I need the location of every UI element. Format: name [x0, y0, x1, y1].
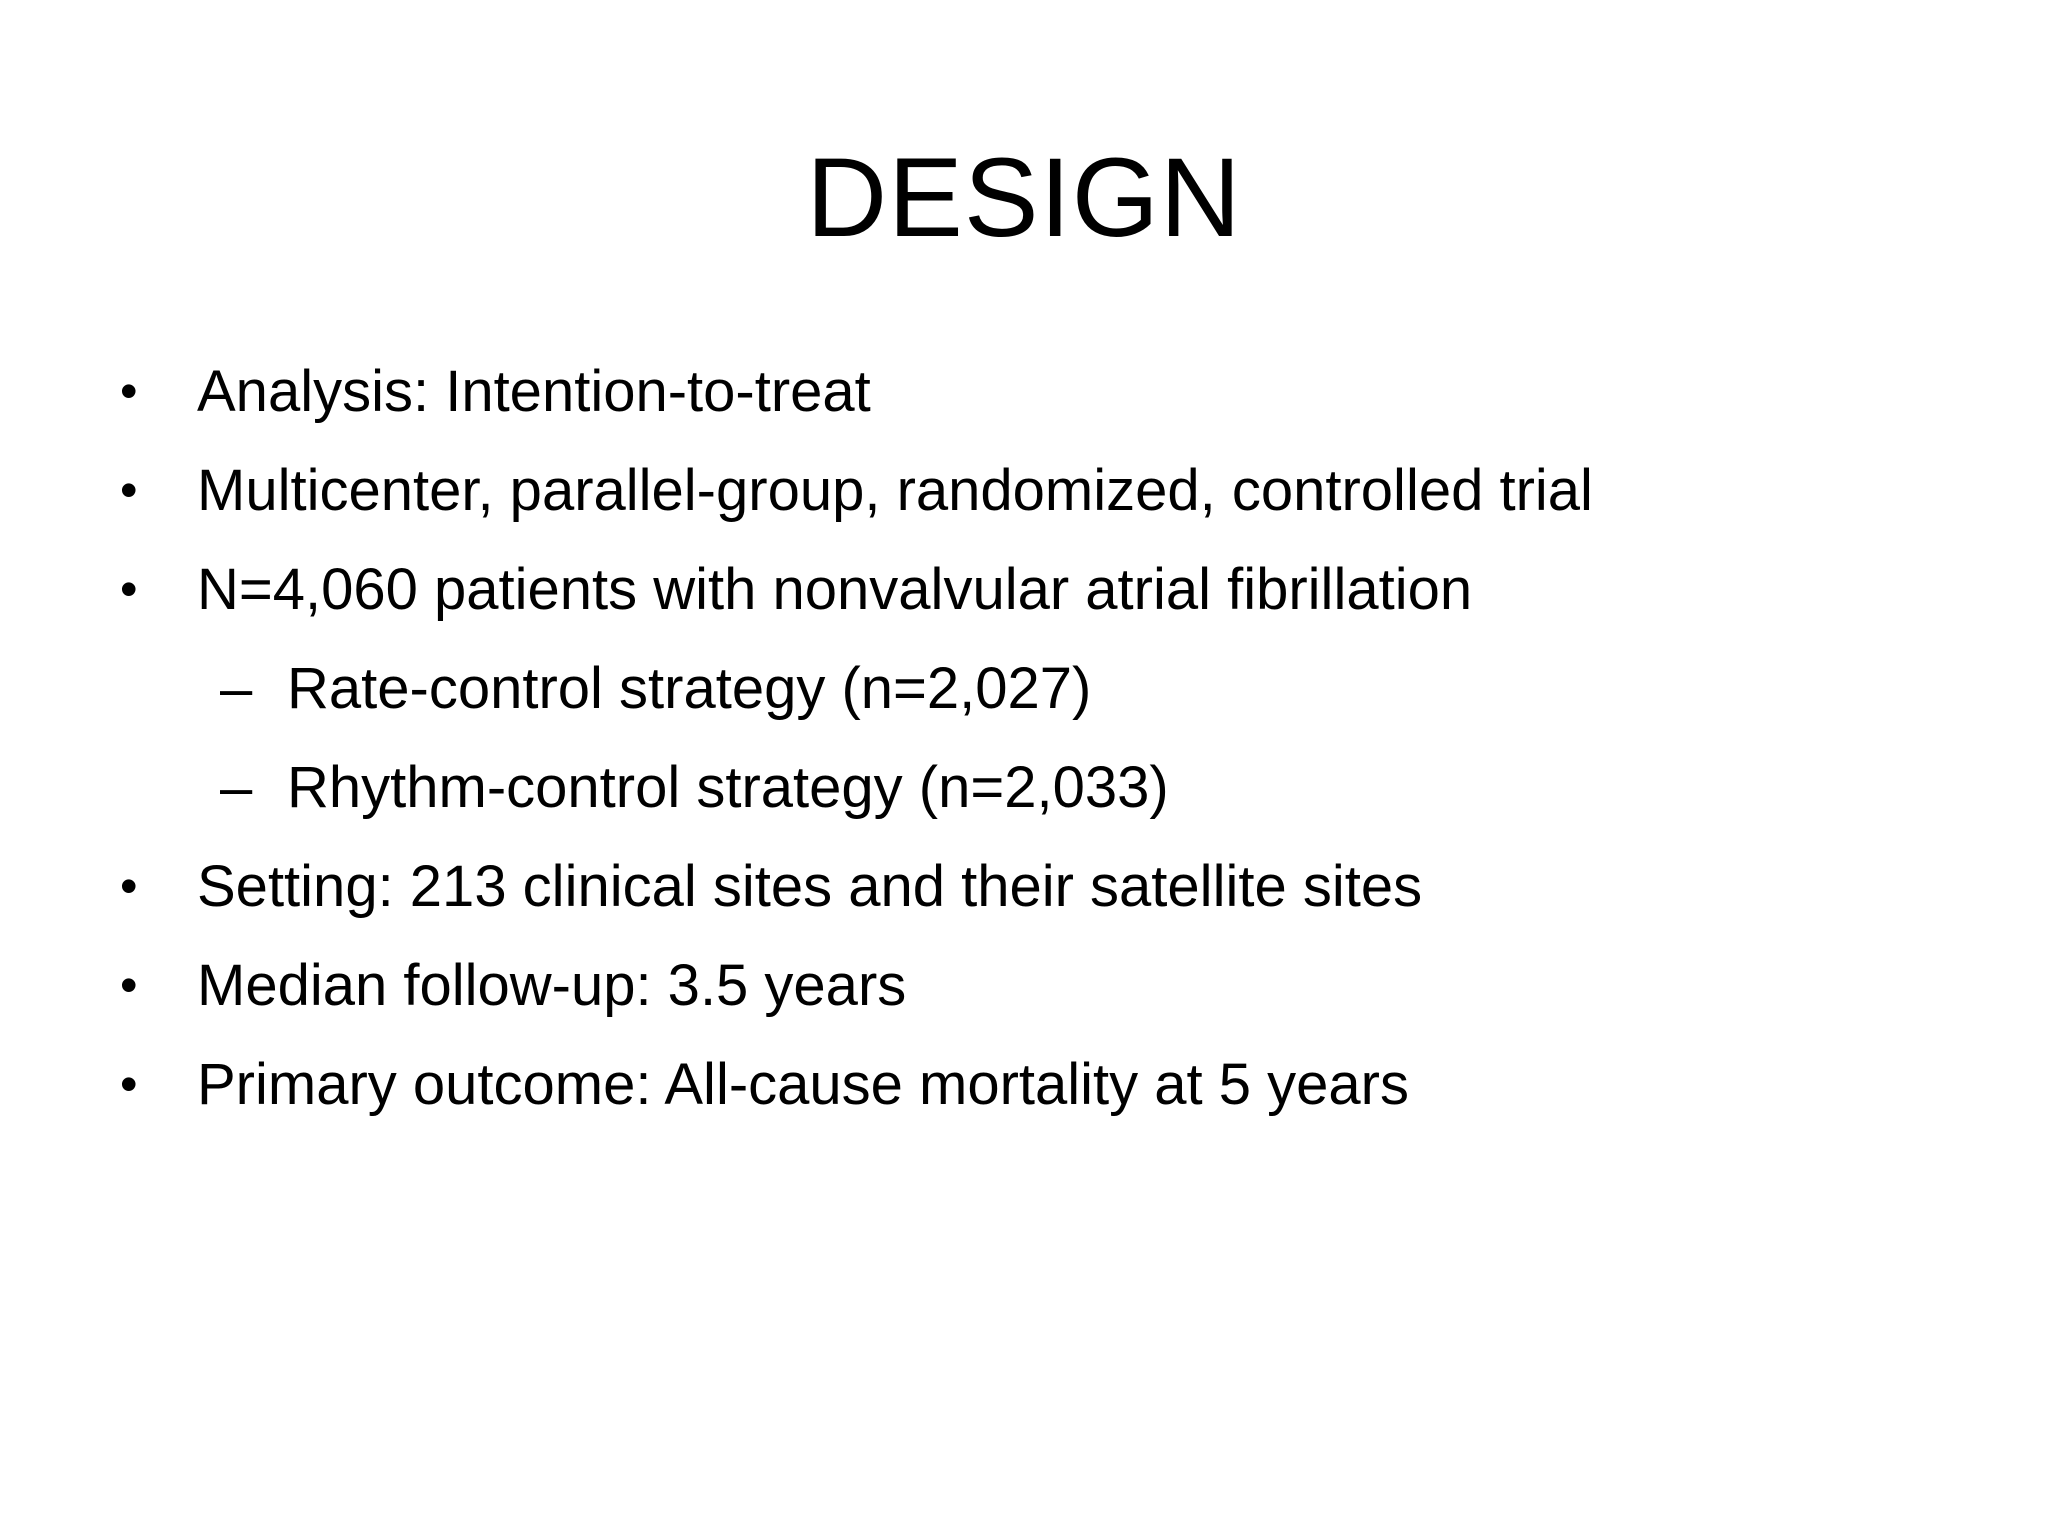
sub-bullet-marker: –	[220, 656, 253, 721]
sub-bullet-marker: –	[220, 755, 253, 820]
bullet-marker: •	[120, 957, 138, 1013]
sub-bullet-text: Rhythm-control strategy (n=2,033)	[287, 755, 1169, 820]
bullet-text: Primary outcome: All-cause mortality at 5 years	[197, 1052, 1409, 1117]
bullet-text: N=4,060 patients with nonvalvular atrial fibrillation	[197, 557, 1473, 622]
slide-title: DESIGN	[806, 135, 1242, 260]
bullet-text: Multicenter, parallel-group, randomized, controlled trial	[197, 458, 1593, 523]
bullet-marker: •	[120, 561, 138, 617]
bullet-marker: •	[120, 462, 138, 518]
bullet-text: Median follow-up: 3.5 years	[197, 953, 907, 1018]
bullet-text: Setting: 213 clinical sites and their satellite sites	[197, 854, 1423, 919]
bullet-marker: •	[120, 1056, 138, 1112]
sub-bullet-text: Rate-control strategy (n=2,027)	[287, 656, 1092, 721]
bullet-marker: •	[120, 858, 138, 914]
bullet-marker: •	[120, 363, 138, 419]
bullet-text: Analysis: Intention-to-treat	[197, 359, 871, 424]
